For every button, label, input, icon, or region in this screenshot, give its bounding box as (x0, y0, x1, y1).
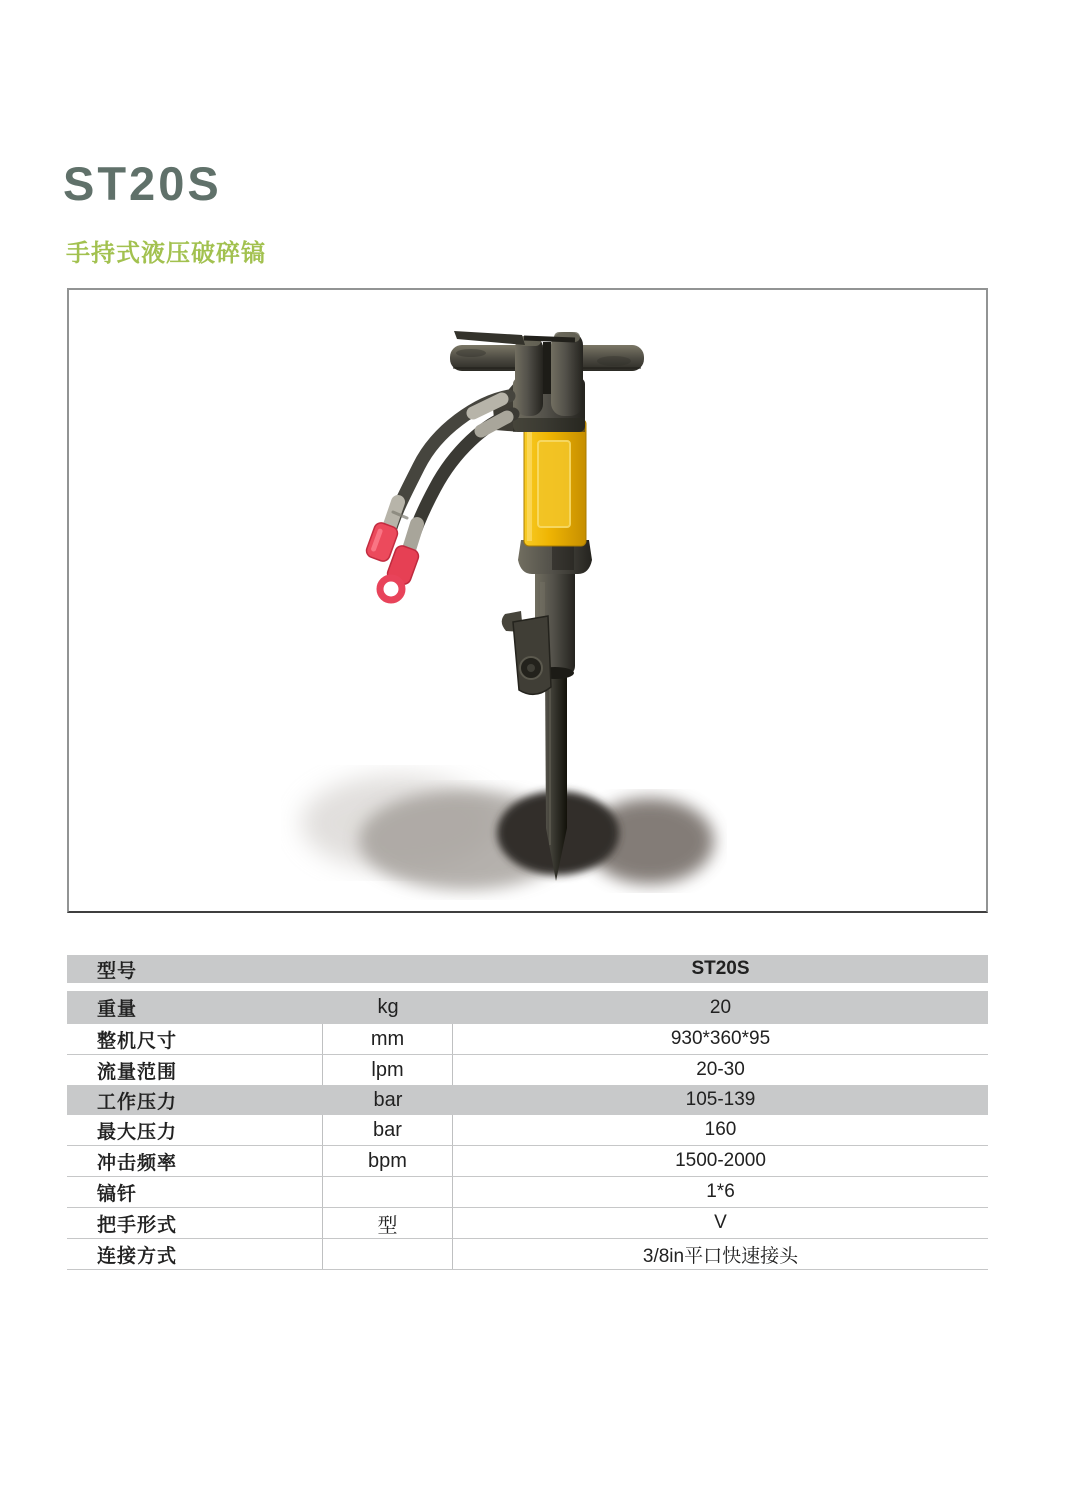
spec-value: 1500-2000 (675, 1150, 766, 1171)
spec-unit: 型 (323, 1208, 453, 1238)
spec-value: 20 (709, 996, 732, 1018)
spec-label: 整机尺寸 (67, 1024, 323, 1054)
spec-unit: mm (323, 1024, 453, 1054)
hydraulic-hoses (387, 396, 513, 558)
spec-value: ST20S (691, 958, 750, 979)
spec-unit: bar (373, 1088, 403, 1111)
table-row-connection (67, 1238, 988, 1269)
spec-unit: lpm (323, 1055, 453, 1085)
table-row-working-pressure (67, 1085, 988, 1115)
yellow-cylinder-sleeve (524, 419, 586, 546)
table-row-spacer (67, 983, 988, 991)
spec-label: 把手形式 (67, 1208, 323, 1238)
ground-shadow (301, 775, 714, 890)
spec-value: V (714, 1212, 727, 1233)
spec-value: 3/8in平口快速接头 (642, 1245, 799, 1267)
product-image-frame (67, 288, 988, 913)
table-row-model (67, 955, 988, 983)
table-row-weight (67, 991, 988, 1024)
chisel-retainer-latch (502, 611, 551, 694)
hydraulic-breaker-illustration (69, 290, 986, 911)
spec-label: 镐钎 (67, 1177, 323, 1207)
spec-label: 型号 (97, 960, 138, 982)
spec-unit: kg (377, 996, 399, 1018)
table-row-flow-range (67, 1054, 988, 1085)
spec-unit: bar (323, 1115, 453, 1145)
product-model-title: ST20S (63, 157, 222, 210)
table-row-handle-type (67, 1207, 988, 1238)
spec-label: 最大压力 (67, 1115, 323, 1145)
spec-value: 1*6 (706, 1181, 735, 1202)
spec-unit: bpm (323, 1146, 453, 1176)
spec-unit (323, 1239, 453, 1269)
spec-label: 工作压力 (97, 1091, 178, 1113)
spec-table (67, 955, 988, 1270)
table-row-dimensions (67, 1024, 988, 1054)
spec-value: 160 (704, 1119, 737, 1140)
table-row-chisel (67, 1176, 988, 1207)
spec-value: 930*360*95 (670, 1028, 771, 1049)
product-name-subtitle: 手持式液压破碎镐 (66, 240, 266, 267)
spec-value: 20-30 (696, 1059, 745, 1080)
spec-label: 流量范围 (67, 1055, 323, 1085)
spec-value: 105-139 (685, 1089, 756, 1110)
spec-unit (323, 955, 453, 983)
spec-label: 连接方式 (67, 1239, 323, 1269)
table-row-impact-frequency (67, 1145, 988, 1176)
table-row-max-pressure (67, 1115, 988, 1145)
spec-label: 冲击频率 (67, 1146, 323, 1176)
spec-unit (323, 1177, 453, 1207)
spec-label: 重量 (97, 999, 138, 1020)
